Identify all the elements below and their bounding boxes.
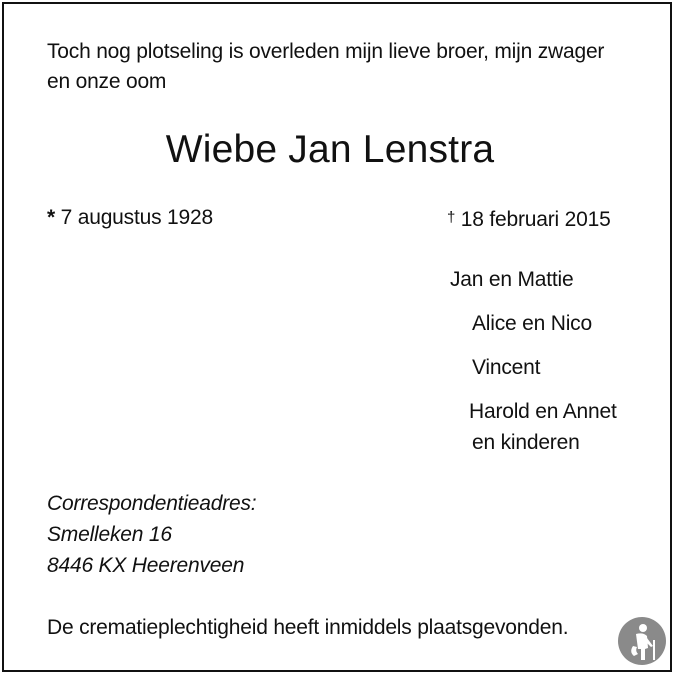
intro-line-1: Toch nog plotseling is overleden mijn lieve broer, mijn zwager <box>47 40 605 63</box>
birth-symbol: * <box>47 206 55 229</box>
correspondence-city: 8446 KX Heerenveen <box>47 554 245 577</box>
family-member: en kinderen <box>472 431 580 454</box>
death-date: 18 februari 2015 <box>460 208 611 231</box>
closing-text: De crematieplechtigheid heeft inmiddels plaatsgevonden. <box>47 616 569 639</box>
family-member: Vincent <box>472 356 541 379</box>
memorial-figure-icon <box>617 616 667 666</box>
deceased-name <box>0 127 678 173</box>
correspondence-street: Smelleken 16 <box>47 523 172 546</box>
birth-date-line <box>47 205 213 231</box>
family-member: Harold en Annet <box>469 400 617 423</box>
death-date-line <box>447 205 611 233</box>
birth-date: 7 augustus 1928 <box>60 206 213 229</box>
family-member: Jan en Mattie <box>450 268 574 291</box>
death-symbol: † <box>447 209 456 226</box>
family-member: Alice en Nico <box>472 312 592 335</box>
correspondence-label: Correspondentieadres: <box>47 492 257 515</box>
intro-line-2: en onze oom <box>47 70 167 93</box>
deceased-name-text: Wiebe Jan Lenstra <box>165 128 495 171</box>
